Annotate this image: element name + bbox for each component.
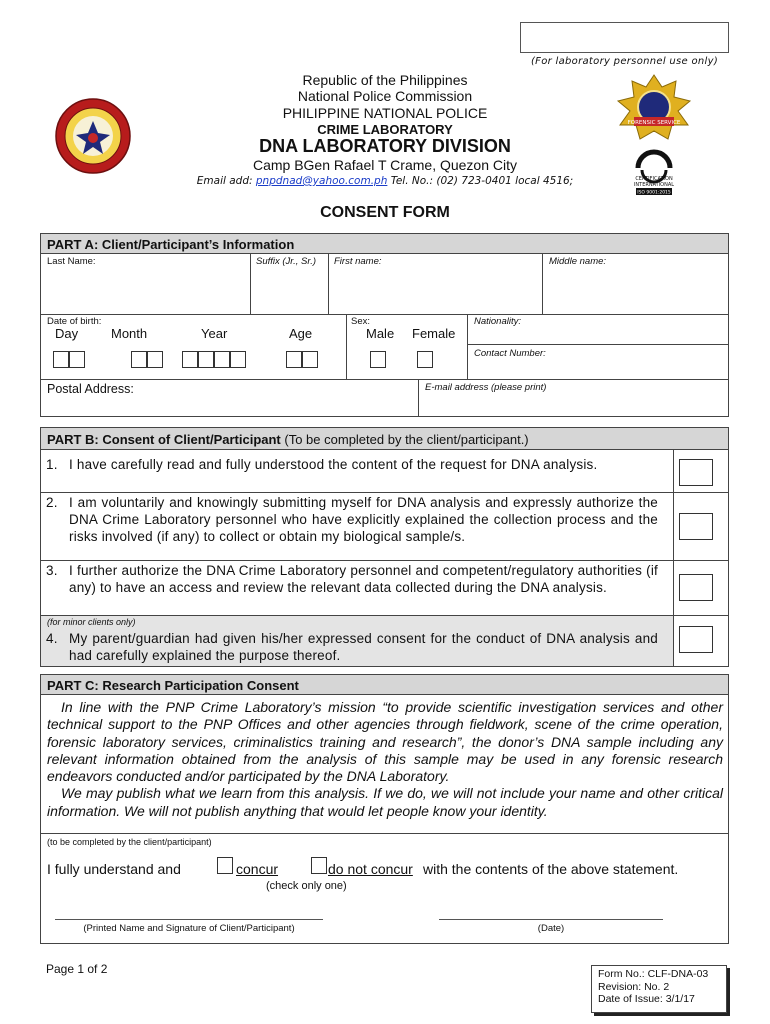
part-b-title xyxy=(41,428,728,450)
issue-date: Date of Issue: 3/1/17 xyxy=(598,993,695,1005)
revision-number: Revision: No. 2 xyxy=(598,980,670,993)
tel-number: Tel. No.: (02) 723-0401 local 4516; xyxy=(390,175,574,187)
cert-text-1: CERTIFICATION xyxy=(635,176,673,182)
left-seal-text xyxy=(0,0,1,1)
consent-item-3 xyxy=(46,562,658,596)
month-digit-box[interactable] xyxy=(147,351,163,368)
understand-label: I fully understand and xyxy=(47,861,181,877)
item-number: 2. xyxy=(46,495,58,510)
year-digit-box[interactable] xyxy=(230,351,246,368)
date-line[interactable] xyxy=(439,919,663,920)
day-label: Day xyxy=(55,326,79,341)
header-pnp: PHILIPPINE NATIONAL POLICE xyxy=(282,105,488,121)
day-digit-box[interactable] xyxy=(53,351,69,368)
cert-text-3: ISO 9001:2015 xyxy=(637,190,671,196)
header-napolcom: National Police Commission xyxy=(297,88,473,104)
header-address: Camp BGen Rafael T Crame, Quezon City xyxy=(252,157,518,173)
part-c-body xyxy=(47,699,723,820)
signature-line[interactable] xyxy=(55,919,323,920)
year-label: Year xyxy=(201,326,228,341)
item-text: I am voluntarily and knowingly submitting myself for DNA analysis and expressly authorize the DNA Crime Laboratory personnel who have explicitly explained the collection process and the risks involved (if any) to collect or obtain my biological sample/s. xyxy=(69,495,658,544)
dob-label: Date of birth: xyxy=(47,316,102,327)
consent-item-2-checkbox[interactable] xyxy=(679,513,713,540)
age-digit-box[interactable] xyxy=(302,351,318,368)
minor-note: (for minor clients only) xyxy=(47,617,136,627)
header-crime-lab: CRIME LABORATORY xyxy=(317,122,453,137)
day-boxes[interactable] xyxy=(53,351,85,373)
check-one-note: (check only one) xyxy=(266,880,347,892)
month-label: Month xyxy=(111,326,148,341)
not-concur-label: do not concur xyxy=(328,861,413,877)
item-text: My parent/guardian had given his/her expressed consent for the conduct of DNA analysis and had carefully explained the purpose thereof. xyxy=(69,631,658,663)
year-digit-box[interactable] xyxy=(198,351,214,368)
first-name-label: First name: xyxy=(334,256,382,267)
part-a-section xyxy=(40,233,729,417)
female-label: Female xyxy=(412,326,456,341)
completed-by-note: (to be completed by the client/participant) xyxy=(47,837,212,847)
item-number: 4. xyxy=(46,631,58,646)
page-number: Page 1 of 2 xyxy=(46,962,108,976)
nationality-label: Nationality: xyxy=(474,316,521,327)
part-c-title: PART C: Research Participation Consent xyxy=(41,675,728,695)
item-text: I have carefully read and fully understood the content of the request for DNA analysis. xyxy=(69,457,598,472)
consent-item-2 xyxy=(46,494,658,545)
postal-label: Postal Address: xyxy=(47,382,134,396)
badge-text: FORENSIC SERVICE xyxy=(627,120,681,126)
concur-label: concur xyxy=(236,861,279,877)
cert-text-2: INTERNATIONAL xyxy=(633,182,675,188)
female-checkbox[interactable] xyxy=(417,351,433,368)
contact-label: Contact Number: xyxy=(474,348,546,359)
signature-label: (Printed Name and Signature of Client/Participant) xyxy=(83,923,295,934)
age-digit-box[interactable] xyxy=(286,351,302,368)
email-label: Email add: xyxy=(196,175,253,187)
certification-logo xyxy=(622,146,686,196)
sex-label: Sex: xyxy=(351,316,371,327)
research-paragraph-1: In line with the PNP Crime Laboratory’s mission “to provide scientific investigation services and other technical support to the PNP Offices and other agencies through fieldwork, scene of the crime operation, forensic laboratory services, criminalistics training and research”, the donor’s DNA sample including any relevant information obtained from the analysis of this sample may be used in any forensic research endeavors conducted and/or participated by the DNA Laboratory. xyxy=(47,699,723,785)
year-digit-box[interactable] xyxy=(182,351,198,368)
consent-item-4-checkbox[interactable] xyxy=(679,626,713,653)
last-name-label: Last Name: xyxy=(47,256,96,267)
consent-item-3-checkbox[interactable] xyxy=(679,574,713,601)
year-digit-box[interactable] xyxy=(214,351,230,368)
consent-item-1 xyxy=(46,456,658,473)
middle-name-label: Middle name: xyxy=(549,256,607,267)
header-division: DNA LABORATORY DIVISION xyxy=(259,136,511,156)
statement-end: with the contents of the above statement. xyxy=(423,861,679,877)
form-info-box xyxy=(591,965,727,1013)
not-concur-checkbox[interactable] xyxy=(311,857,327,874)
lab-use-note: (For laboratory personnel use only) xyxy=(530,56,719,67)
email-link[interactable]: pnpdnad@yahoo.com.ph xyxy=(255,175,388,187)
month-boxes[interactable] xyxy=(131,351,163,373)
item-number: 3. xyxy=(46,563,58,578)
concur-checkbox[interactable] xyxy=(217,857,233,874)
form-number: Form No.: CLF-DNA-03 xyxy=(598,968,709,980)
part-b-title-note: (To be completed by the client/participant.) xyxy=(284,432,529,447)
day-digit-box[interactable] xyxy=(69,351,85,368)
part-c-section xyxy=(40,674,729,944)
part-a-title: PART A: Client/Participant’s Information xyxy=(41,234,728,254)
form-title: CONSENT FORM xyxy=(320,204,450,221)
pnp-seal-logo xyxy=(54,97,132,175)
year-boxes[interactable] xyxy=(182,351,246,373)
suffix-label: Suffix (Jr., Sr.) xyxy=(256,256,316,267)
date-label: (Date) xyxy=(537,923,565,934)
age-label: Age xyxy=(289,326,313,341)
item-text: I further authorize the DNA Crime Laboratory personnel and competent/regulatory authorities (if any) to have an access and review the relevant data collected during the DNA analysis. xyxy=(69,563,658,595)
lab-use-box[interactable] xyxy=(520,22,729,53)
male-checkbox[interactable] xyxy=(370,351,386,368)
part-b-title-bold: PART B: Consent of Client/Participant xyxy=(47,432,281,447)
header-contact xyxy=(150,175,620,187)
research-paragraph-2: We may publish what we learn from this analysis. If we do, we will not include your name and other critical information. We will not publish anything that would let people know your identity. xyxy=(47,785,723,819)
consent-item-1-checkbox[interactable] xyxy=(679,459,713,486)
age-boxes[interactable] xyxy=(286,351,318,373)
item-number: 1. xyxy=(46,457,58,472)
header-republic: Republic of the Philippines xyxy=(302,72,468,88)
male-label: Male xyxy=(366,326,395,341)
month-digit-box[interactable] xyxy=(131,351,147,368)
forensic-badge-logo xyxy=(614,73,694,143)
consent-item-4 xyxy=(46,630,658,664)
email-field-label: E-mail address (please print) xyxy=(425,382,547,393)
